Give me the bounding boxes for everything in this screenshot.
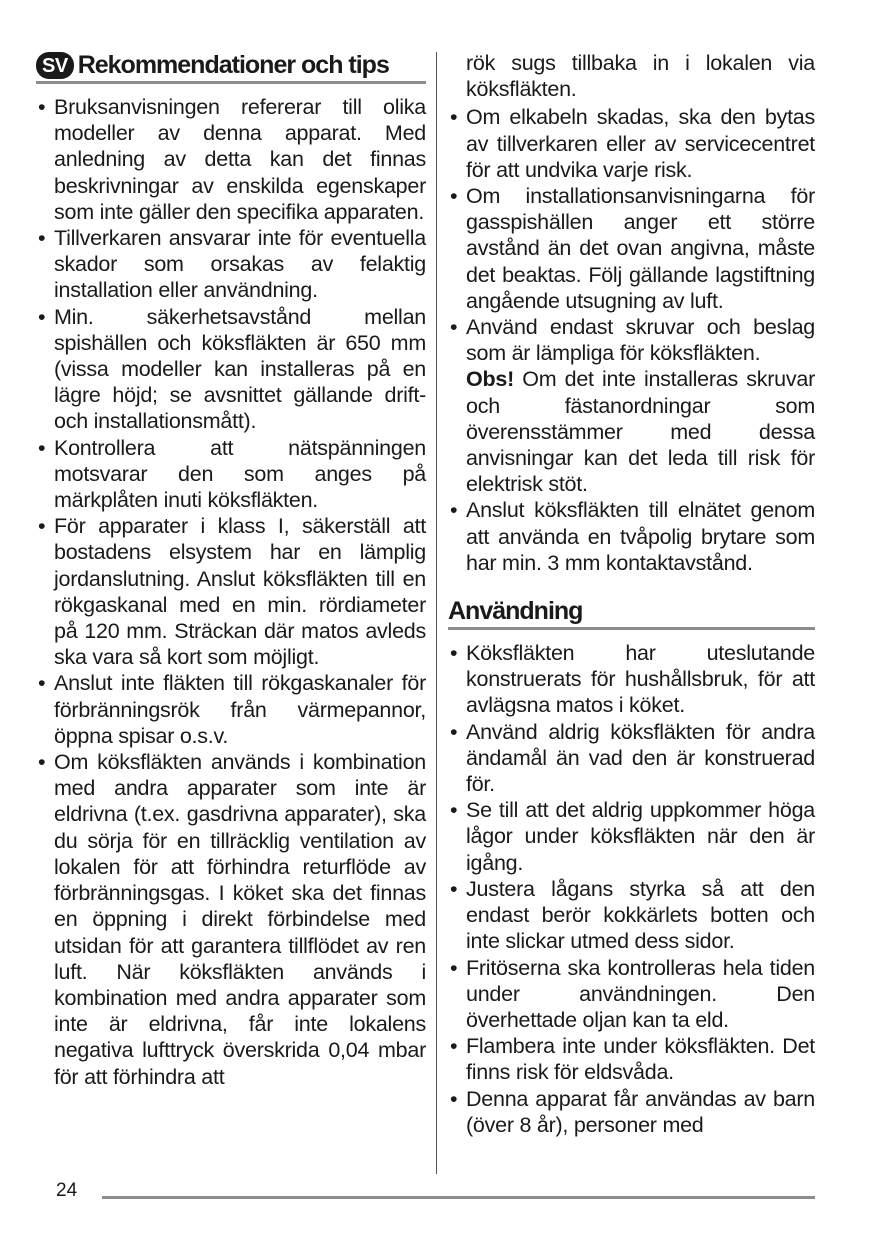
list-item: • Anslut köksfläkten till elnätet genom att använda en tvåpolig brytare som har min. 3 mm kontaktavstånd. — [448, 497, 815, 576]
recommendation-list-continued — [448, 104, 815, 576]
note-text: Om det inte installeras skruvar och fästanordningar som överensstämmer med dessa anvisningar kan det leda till risk för elektrisk stöt. — [466, 367, 815, 497]
usage-list — [448, 640, 815, 1138]
list-item: • Använd aldrig köksfläkten för andra ändamål än vad den är konstruerad för. — [448, 719, 815, 798]
list-item: • Om installationsanvisningarna för gasspishällen anger ett större avstånd än det ovan angivna, måste det beaktas. Följ gällande lagstiftning angående utsugning av luft. — [448, 183, 815, 314]
footer-rule — [102, 1196, 815, 1199]
list-item: • Flambera inte under köksfläkten. Det finns risk för eldsvåda. — [448, 1033, 815, 1085]
list-item: • Denna apparat får användas av barn (över 8 år), personer med — [448, 1086, 815, 1138]
page-number: 24 — [56, 1180, 78, 1201]
recommendation-list — [36, 94, 426, 1090]
note-label: Obs! — [466, 367, 514, 392]
left-column — [36, 50, 426, 1090]
list-item: • Bruksanvisningen refererar till olika modeller av denna apparat. Med anledning av detta kan det finnas beskrivningar av enskilda egenskaper som inte gäller den specifika apparaten. — [36, 94, 426, 225]
list-item: • Om elkabeln skadas, ska den bytas av tillverkaren eller av servicecentret för att undvika varje risk. — [448, 104, 815, 183]
list-item: • För apparater i klass I, säkerställ att bostadens elsystem har en lämplig jordanslutning. Anslut köksfläkten till en rökgaskanal med en min. rördiameter på 120 mm. Sträckan där matos avleds ska vara så kort som möjligt. — [36, 513, 426, 670]
list-item: • Kontrollera att nätspänningen motsvarar den som anges på märkplåten inuti köksfläkten. — [36, 435, 426, 514]
section-title: Rekommendationer och tips — [77, 51, 389, 79]
list-item: • Anslut inte fläkten till rökgaskanaler för förbränningsrök från värmepannor, öppna spisar o.s.v. — [36, 670, 426, 749]
list-item: • Fritöserna ska kontrolleras hela tiden under användningen. Den överhettade oljan kan ta eld. — [448, 955, 815, 1034]
list-item-screws — [448, 314, 815, 497]
screws-text: Använd endast skruvar och beslag som är lämpliga för köksfläkten. — [466, 315, 815, 366]
language-badge: SV — [36, 52, 74, 79]
section-header — [36, 50, 426, 84]
usage-header — [448, 596, 815, 630]
column-divider — [436, 52, 437, 1174]
list-item: • Om köksfläkten används i kombination med andra apparater som inte är eldrivna (t.ex. gasdrivna apparater), ska du sörja för en tillräcklig ventilation av lokalen för att förhindra returflöde av förbränningsgas. I köket ska det finnas en öppning i direkt förbindelse med utsidan för att garantera tillflödet av ren luft. När köksfläkten används i kombination med andra apparater som inte är eldrivna, får inte lokalens negativa lufttryck överskrida 0,04 mbar för att förhindra att — [36, 749, 426, 1090]
list-item: • Se till att det aldrig uppkommer höga lågor under köksfläkten när den är igång. — [448, 797, 815, 876]
continued-text: rök sugs tillbaka in i lokalen via köksfläkten. — [466, 51, 815, 102]
list-item: • Tillverkaren ansvarar inte för eventuella skador som orsakas av felaktig installation eller användning. — [36, 225, 426, 304]
list-item: • Köksfläkten har uteslutande konstruerats för hushållsbruk, för att avlägsna matos i köket. — [448, 640, 815, 719]
usage-title: Användning — [448, 597, 583, 626]
right-column — [448, 50, 815, 1138]
list-item: • Min. säkerhetsavstånd mellan spishällen och köksfläkten är 650 mm (vissa modeller kan installeras på en lägre höjd; se avsnittet gällande drift- och installationsmått). — [36, 304, 426, 435]
list-item: • Justera lågans styrka så att den endast berör kokkärlets botten och inte slickar utmed dess sidor. — [448, 876, 815, 955]
